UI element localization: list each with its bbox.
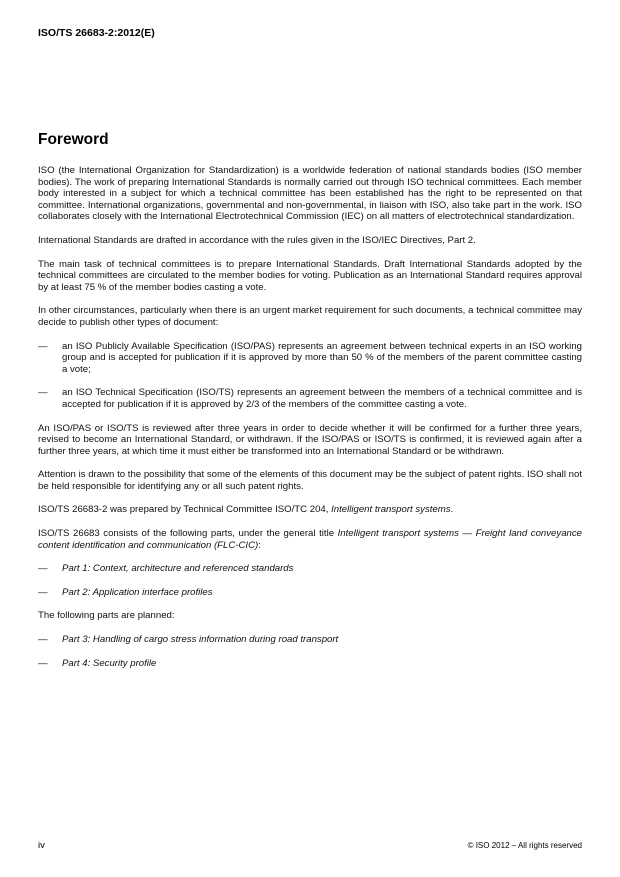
paragraph: [38, 235, 582, 247]
text-segment: an ISO Publicly Available Specification (ISO/PAS) represents an agreement between technical experts in an ISO working group and is accepted for publication if it is approved by more than 50 % of the members of the parent committee casting a vote;: [62, 340, 582, 375]
dash-marker: —: [38, 340, 48, 352]
list-item: [38, 658, 582, 670]
paragraph: [38, 504, 582, 516]
page-number: iv: [38, 840, 45, 851]
paragraph: [38, 305, 582, 328]
foreword-body: [38, 165, 582, 669]
text-segment: ISO (the International Organization for Standardization) is a worldwide federation of national standards bodies (ISO member bodies). The work of preparing International Standards is normally carried out through ISO technical committees. Each member body interested in a subject for which a technical committee has been established has the right to be represented on that committee. International organizations, governmental and non-governmental, in liaison with ISO, also take part in the work. ISO collaborates closely with the International Electrotechnical Commission (IEC) on all matters of electrotechnical standardization.: [38, 165, 582, 223]
document-number: ISO/TS 26683-2:2012(E): [38, 27, 155, 39]
italic-text: Part 3: Handling of cargo stress information during road transport: [62, 634, 339, 646]
text-segment: :: [258, 539, 261, 551]
list-item-text: [62, 341, 582, 376]
list-item: [38, 563, 582, 575]
dash-marker: —: [38, 586, 48, 598]
italic-text: Part 2: Application interface profiles: [62, 586, 213, 598]
dash-marker: —: [38, 634, 48, 646]
copyright-notice: © ISO 2012 – All rights reserved: [467, 841, 582, 850]
text-segment: An ISO/PAS or ISO/TS is reviewed after three years in order to decide whether it will be confirmed for a further three years, revised to become an International Standard, or withdrawn. If the ISO/PAS or ISO/TS is confirmed, it is reviewed again after a further three years, at which time it must either be transformed into an International Standard or be withdrawn.: [38, 422, 582, 457]
text-segment: International Standards are drafted in accordance with the rules given in the ISO/IEC Directives, Part 2.: [38, 234, 476, 246]
list-item-text: [62, 658, 582, 670]
list-item-text: [62, 634, 582, 646]
list-item: [38, 587, 582, 599]
document-header: [38, 27, 582, 39]
italic-text: Intelligent transport systems — Freight land conveyance content identification and communication (FLC-CIC): [38, 528, 582, 551]
text-segment: The main task of technical committees is to prepare International Standards. Draft International Standards adopted by the technical committees are circulated to the member bodies for voting. Publication as an International Standard requires approval by at least 75 % of the member bodies casting a vote.: [38, 258, 582, 293]
dash-marker: —: [38, 563, 48, 575]
section-title: Foreword: [38, 131, 109, 148]
document-footer: [38, 840, 582, 851]
text-segment: In other circumstances, particularly when there is an urgent market requirement for such documents, a technical committee may decide to publish other types of document:: [38, 305, 582, 328]
paragraph: [38, 165, 582, 223]
paragraph: [38, 469, 582, 492]
list-item: [38, 634, 582, 646]
text-segment: ISO/TS 26683-2 was prepared by Technical Committee ISO/TC 204,: [38, 504, 332, 516]
list-item: [38, 387, 582, 410]
italic-text: Part 4: Security profile: [62, 657, 157, 669]
text-segment: The following parts are planned:: [38, 610, 175, 622]
dash-marker: —: [38, 387, 48, 399]
list-item-text: [62, 563, 582, 575]
list-item: [38, 341, 582, 376]
text-segment: Attention is drawn to the possibility that some of the elements of this document may be the subject of patent rights. ISO shall not be held responsible for identifying any or all such patent rights.: [38, 469, 582, 492]
italic-text: Part 1: Context, architecture and referenced standards: [62, 563, 294, 575]
paragraph: [38, 259, 582, 294]
text-segment: .: [450, 504, 454, 516]
dash-marker: —: [38, 657, 48, 669]
text-segment: an ISO Technical Specification (ISO/TS) represents an agreement between the members of a technical committee and is accepted for publication if it is approved by 2/3 of the members of the committee casting a vote.: [62, 387, 582, 410]
paragraph: [38, 423, 582, 458]
italic-text: Intelligent transport systems: [331, 504, 451, 516]
text-segment: ISO/TS 26683 consists of the following parts, under the general title: [38, 528, 338, 540]
list-item-text: [62, 587, 582, 599]
foreword-section: [38, 131, 582, 669]
list-item-text: [62, 387, 582, 410]
paragraph: [38, 528, 582, 551]
paragraph: [38, 610, 582, 622]
